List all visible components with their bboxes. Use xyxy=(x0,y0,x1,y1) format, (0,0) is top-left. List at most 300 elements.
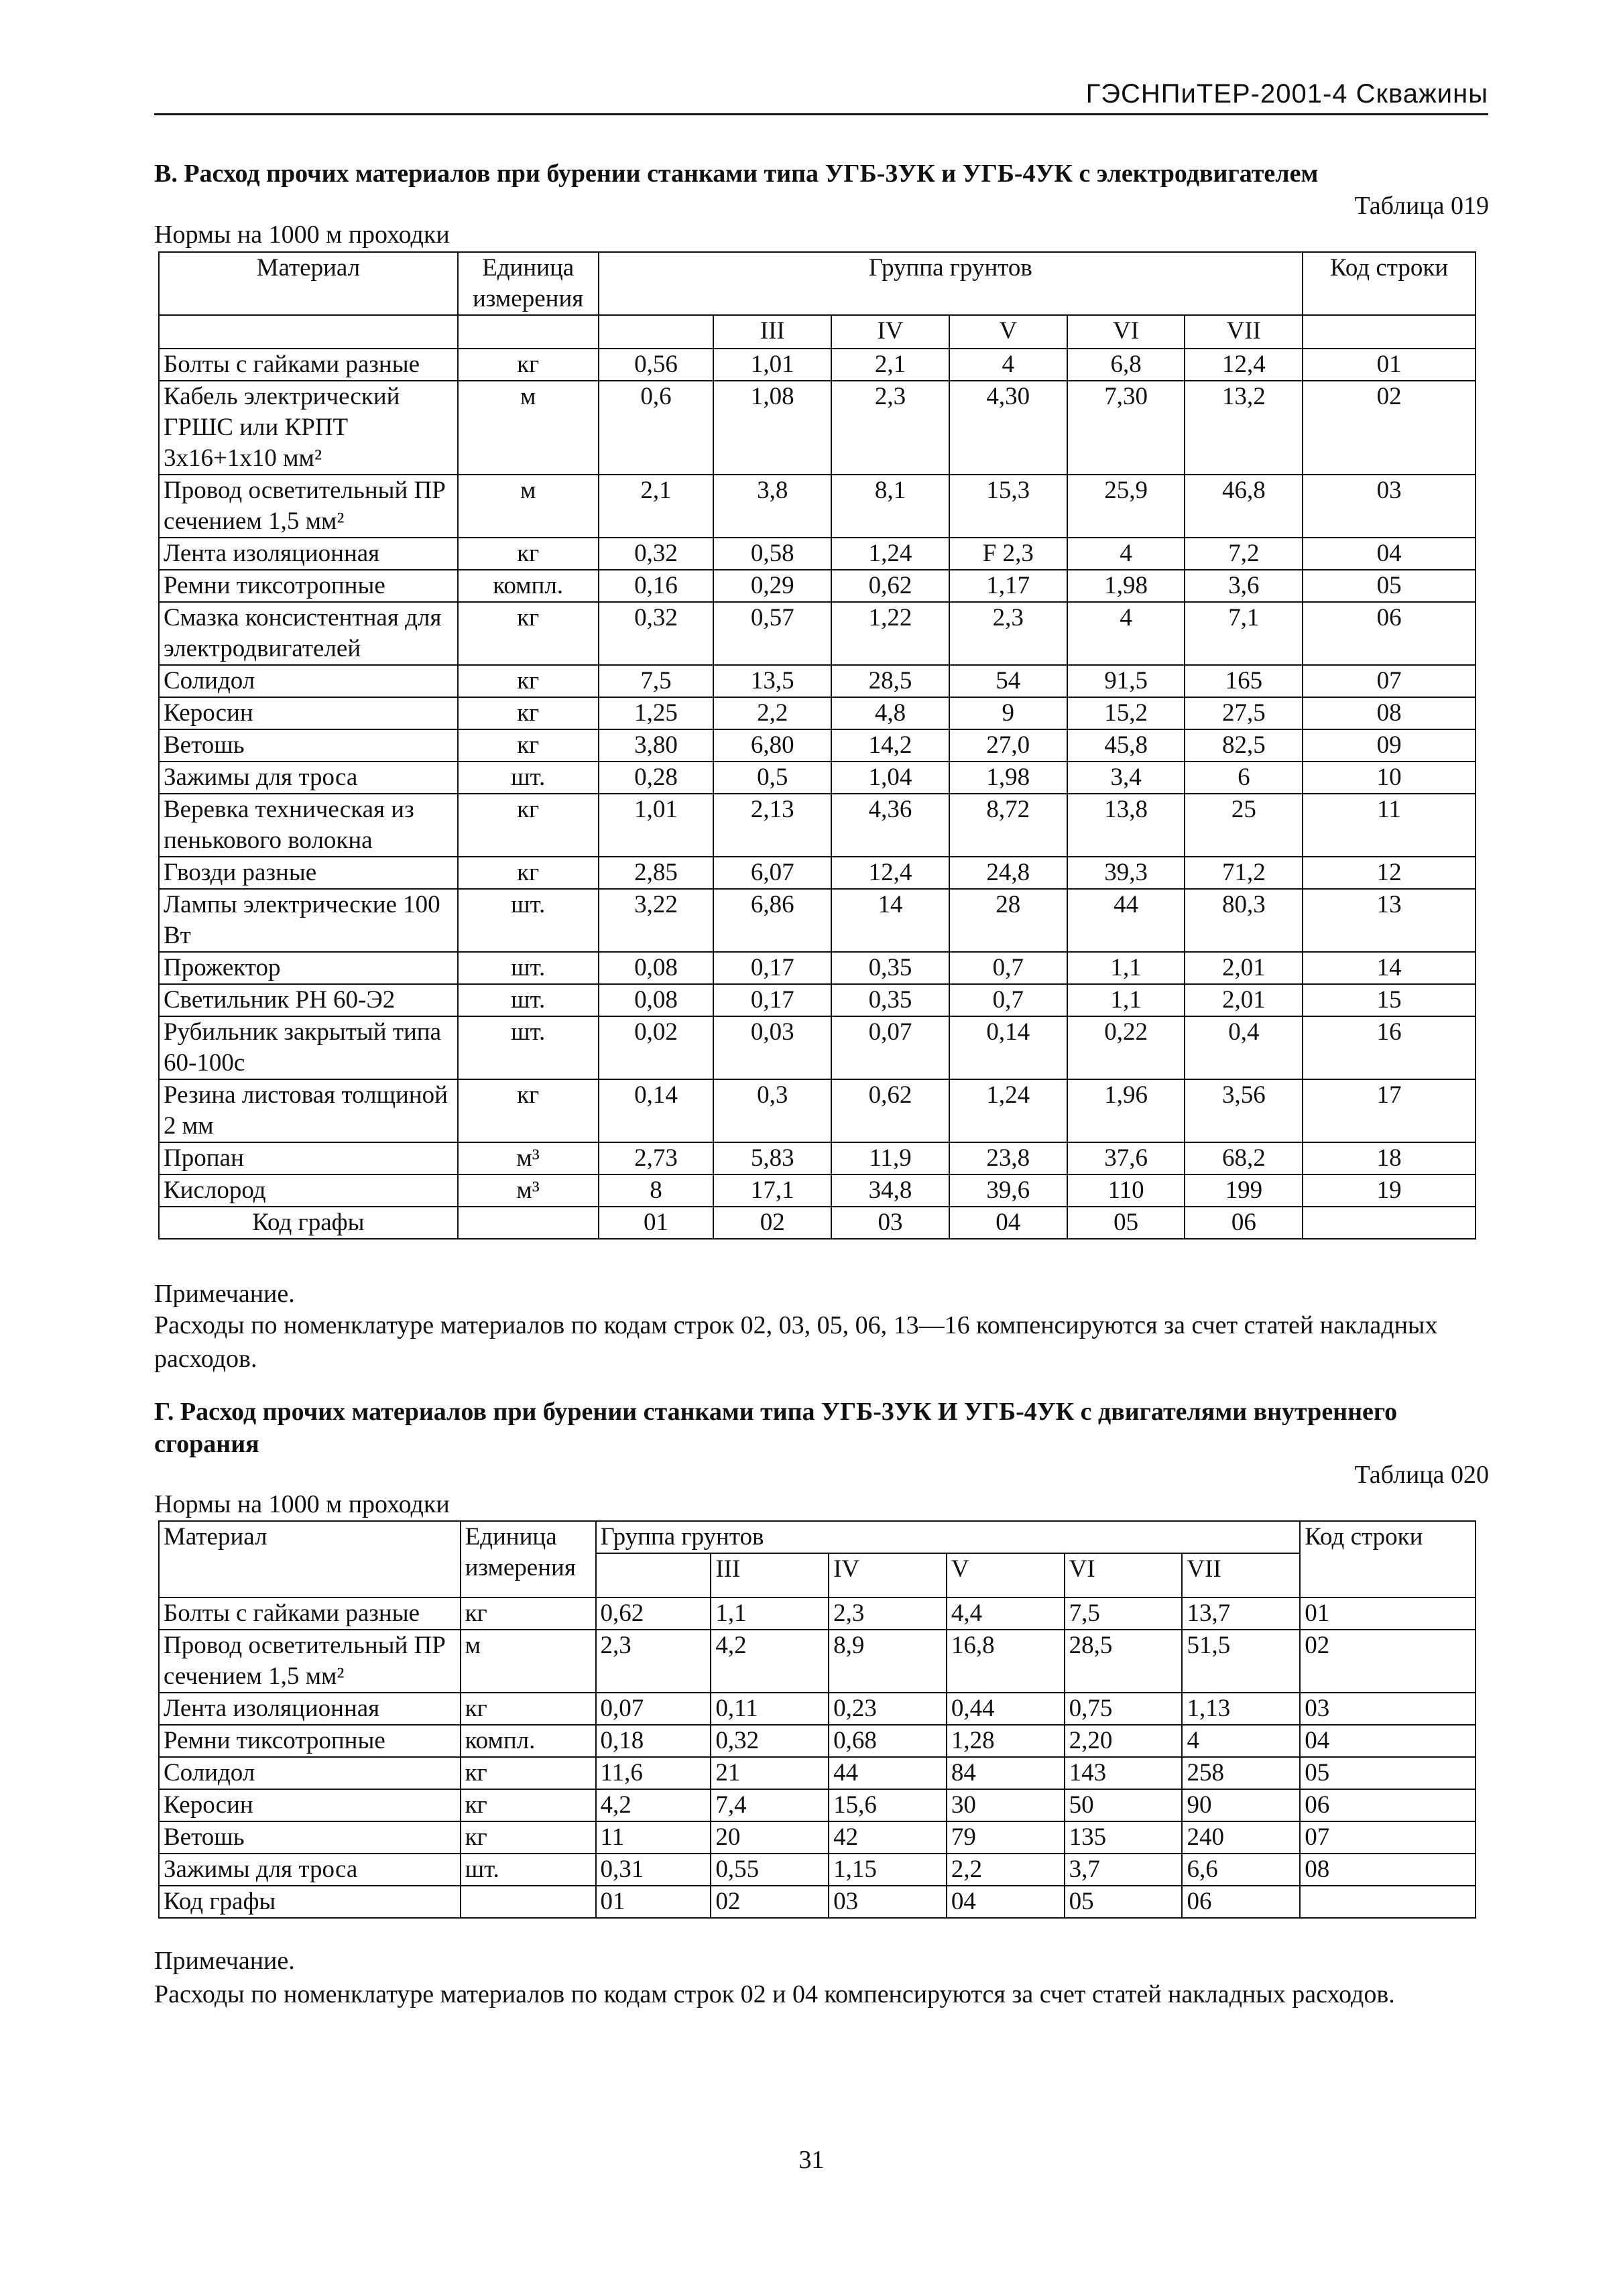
row-code-cell: 08 xyxy=(1300,1854,1476,1886)
unit-cell: компл. xyxy=(461,1725,596,1757)
material-cell: Провод осветительный ПР сечением 1,5 мм² xyxy=(159,1630,461,1693)
value-cell: 6,6 xyxy=(1182,1854,1300,1886)
value-cell: 90 xyxy=(1182,1789,1300,1821)
unit-cell: кг xyxy=(458,602,599,665)
material-cell: Солидол xyxy=(159,665,458,697)
material-cell: Рубильник закрытый типа 60-100с xyxy=(159,1016,458,1079)
value-cell: 1,08 xyxy=(713,381,831,475)
table-row xyxy=(159,697,1476,729)
value-cell: 0,7 xyxy=(949,952,1067,984)
value-cell: 14,2 xyxy=(831,729,949,762)
group-header-cell: III xyxy=(713,315,831,349)
value-cell: 24,8 xyxy=(949,857,1067,889)
group-header-cell: VII xyxy=(1182,1553,1300,1597)
material-cell: Зажимы для троса xyxy=(159,762,458,794)
material-cell: Кабель электрический ГРШС или КРПТ 3х16+1х10 мм² xyxy=(159,381,458,475)
column-code-cell: 05 xyxy=(1067,1207,1185,1239)
row-code-cell: 02 xyxy=(1303,381,1476,475)
value-cell: 258 xyxy=(1182,1757,1300,1789)
value-cell: 0,11 xyxy=(711,1693,829,1725)
value-cell: 6,07 xyxy=(713,857,831,889)
unit-cell: кг xyxy=(458,538,599,570)
footer-label-cell: Код графы xyxy=(159,1886,461,1918)
material-cell: Прожектор xyxy=(159,952,458,984)
value-cell: 0,14 xyxy=(949,1016,1067,1079)
header-group: Группа грунтов xyxy=(596,1521,1301,1553)
unit-cell: кг xyxy=(461,1757,596,1789)
table-row xyxy=(159,984,1476,1016)
footer-empty xyxy=(461,1886,596,1918)
value-cell: 27,5 xyxy=(1185,697,1303,729)
header-unit: Единица измерения xyxy=(458,252,599,315)
unit-cell: м³ xyxy=(458,1174,599,1207)
material-cell: Кислород xyxy=(159,1174,458,1207)
value-cell: 0,32 xyxy=(599,538,714,570)
value-cell: 42 xyxy=(829,1821,947,1854)
value-cell: 0,62 xyxy=(596,1597,711,1630)
value-cell: 2,1 xyxy=(599,475,714,538)
value-cell: 12,4 xyxy=(831,857,949,889)
value-cell: 44 xyxy=(1067,889,1185,952)
value-cell: 2,01 xyxy=(1185,952,1303,984)
table-020 xyxy=(158,1520,1476,1919)
value-cell: 3,7 xyxy=(1065,1854,1183,1886)
material-cell: Провод осветительный ПР сечением 1,5 мм² xyxy=(159,475,458,538)
value-cell: 0,07 xyxy=(596,1693,711,1725)
value-cell: 1,1 xyxy=(711,1597,829,1630)
value-cell: 4 xyxy=(1067,538,1185,570)
value-cell: 13,5 xyxy=(713,665,831,697)
value-cell: 28,5 xyxy=(831,665,949,697)
value-cell: 0,17 xyxy=(713,952,831,984)
value-cell: 3,4 xyxy=(1067,762,1185,794)
unit-cell: шт. xyxy=(458,762,599,794)
value-cell: 0,07 xyxy=(831,1016,949,1079)
row-code-cell: 03 xyxy=(1303,475,1476,538)
table-row xyxy=(159,1725,1476,1757)
unit-cell: м xyxy=(461,1630,596,1693)
material-cell: Ремни тиксотропные xyxy=(159,1725,461,1757)
material-cell: Смазка консистентная для электродвигателей xyxy=(159,602,458,665)
table-019-label: Таблица 019 xyxy=(1354,192,1489,220)
value-cell: 7,4 xyxy=(711,1789,829,1821)
table-row xyxy=(159,570,1476,602)
value-cell: 20 xyxy=(711,1821,829,1854)
value-cell: 1,24 xyxy=(831,538,949,570)
value-cell: 2,20 xyxy=(1065,1725,1183,1757)
group-header-cell: VI xyxy=(1065,1553,1183,1597)
footer-empty xyxy=(1303,1207,1476,1239)
value-cell: 0,22 xyxy=(1067,1016,1185,1079)
value-cell: 2,3 xyxy=(949,602,1067,665)
value-cell: 4,2 xyxy=(711,1630,829,1693)
value-cell: 1,13 xyxy=(1182,1693,1300,1725)
value-cell: 135 xyxy=(1065,1821,1183,1854)
unit-cell: кг xyxy=(458,349,599,381)
column-code-cell: 02 xyxy=(711,1886,829,1918)
value-cell: 0,28 xyxy=(599,762,714,794)
value-cell: 3,80 xyxy=(599,729,714,762)
value-cell: 0,17 xyxy=(713,984,831,1016)
value-cell: 0,32 xyxy=(599,602,714,665)
footer-empty xyxy=(458,1207,599,1239)
value-cell: 37,6 xyxy=(1067,1142,1185,1174)
value-cell: 15,6 xyxy=(829,1789,947,1821)
value-cell: 0,58 xyxy=(713,538,831,570)
value-cell: 80,3 xyxy=(1185,889,1303,952)
value-cell: 0,55 xyxy=(711,1854,829,1886)
unit-cell: м xyxy=(458,475,599,538)
row-code-cell: 04 xyxy=(1300,1725,1476,1757)
row-code-cell: 17 xyxy=(1303,1079,1476,1142)
value-cell: 240 xyxy=(1182,1821,1300,1854)
row-code-cell: 15 xyxy=(1303,984,1476,1016)
header-group: Группа грунтов xyxy=(599,252,1303,315)
row-code-cell: 02 xyxy=(1300,1630,1476,1693)
unit-cell: кг xyxy=(461,1597,596,1630)
value-cell: 110 xyxy=(1067,1174,1185,1207)
table-row xyxy=(159,665,1476,697)
header-code: Код строки xyxy=(1303,252,1476,315)
column-code-cell: 01 xyxy=(596,1886,711,1918)
value-cell: 8,72 xyxy=(949,794,1067,857)
footer-row xyxy=(159,1207,1476,1239)
unit-cell: кг xyxy=(458,1079,599,1142)
value-cell: 39,3 xyxy=(1067,857,1185,889)
value-cell: 4 xyxy=(949,349,1067,381)
table-020-label: Таблица 020 xyxy=(1354,1461,1489,1489)
value-cell: 1,96 xyxy=(1067,1079,1185,1142)
material-cell: Ветошь xyxy=(159,729,458,762)
running-header: ГЭСНПиТЕР-2001-4 Скважины xyxy=(154,79,1488,115)
footer-row xyxy=(159,1886,1476,1918)
value-cell: 1,01 xyxy=(599,794,714,857)
value-cell: 30 xyxy=(947,1789,1065,1821)
value-cell: 0,44 xyxy=(947,1693,1065,1725)
value-cell: 1,28 xyxy=(947,1725,1065,1757)
value-cell: 4 xyxy=(1067,602,1185,665)
value-cell: 82,5 xyxy=(1185,729,1303,762)
value-cell: 1,04 xyxy=(831,762,949,794)
value-cell: 6,80 xyxy=(713,729,831,762)
unit-cell: шт. xyxy=(458,984,599,1016)
value-cell: 0,18 xyxy=(596,1725,711,1757)
group-header-cell: V xyxy=(949,315,1067,349)
value-cell: 0,3 xyxy=(713,1079,831,1142)
section-g-norms: Нормы на 1000 м проходки xyxy=(154,1490,450,1518)
value-cell: 2,13 xyxy=(713,794,831,857)
material-cell: Лента изоляционная xyxy=(159,1693,461,1725)
value-cell: 1,1 xyxy=(1067,952,1185,984)
material-cell: Лампы электрические 100 Вт xyxy=(159,889,458,952)
value-cell: 6,8 xyxy=(1067,349,1185,381)
column-code-cell: 06 xyxy=(1185,1207,1303,1239)
unit-cell: шт. xyxy=(458,889,599,952)
value-cell: 6,86 xyxy=(713,889,831,952)
group-header-cell: VI xyxy=(1067,315,1185,349)
material-cell: Зажимы для троса xyxy=(159,1854,461,1886)
value-cell: 1,15 xyxy=(829,1854,947,1886)
table-row xyxy=(159,1079,1476,1142)
material-cell: Керосин xyxy=(159,1789,461,1821)
header-material: Материал xyxy=(159,252,458,315)
value-cell: 23,8 xyxy=(949,1142,1067,1174)
column-code-cell: 01 xyxy=(599,1207,714,1239)
value-cell: 2,3 xyxy=(831,381,949,475)
table-row xyxy=(159,1789,1476,1821)
value-cell: 0,29 xyxy=(713,570,831,602)
material-cell: Ремни тиксотропные xyxy=(159,570,458,602)
value-cell: 28 xyxy=(949,889,1067,952)
value-cell: 143 xyxy=(1065,1757,1183,1789)
value-cell: 2,2 xyxy=(713,697,831,729)
value-cell: 13,2 xyxy=(1185,381,1303,475)
value-cell: 3,56 xyxy=(1185,1079,1303,1142)
column-code-cell: 02 xyxy=(713,1207,831,1239)
value-cell: 0,03 xyxy=(713,1016,831,1079)
row-code-cell: 08 xyxy=(1303,697,1476,729)
value-cell: 11,6 xyxy=(596,1757,711,1789)
value-cell: 28,5 xyxy=(1065,1630,1183,1693)
row-code-cell: 18 xyxy=(1303,1142,1476,1174)
unit-cell: шт. xyxy=(458,1016,599,1079)
section-g-note-text: Расходы по номенклатуре материалов по кодам строк 02 и 04 компенсируются за счет статей накладных расходов. xyxy=(154,1980,1395,2008)
value-cell: 7,2 xyxy=(1185,538,1303,570)
material-cell: Пропан xyxy=(159,1142,458,1174)
column-code-cell: 04 xyxy=(947,1886,1065,1918)
value-cell: 0,16 xyxy=(599,570,714,602)
table-row xyxy=(159,952,1476,984)
row-code-cell: 09 xyxy=(1303,729,1476,762)
table-row xyxy=(159,794,1476,857)
value-cell: 0,35 xyxy=(831,952,949,984)
row-code-cell: 01 xyxy=(1303,349,1476,381)
row-code-cell: 19 xyxy=(1303,1174,1476,1207)
column-code-cell: 05 xyxy=(1065,1886,1183,1918)
value-cell: 4,8 xyxy=(831,697,949,729)
value-cell: 25 xyxy=(1185,794,1303,857)
value-cell: 51,5 xyxy=(1182,1630,1300,1693)
material-cell: Керосин xyxy=(159,697,458,729)
value-cell: 68,2 xyxy=(1185,1142,1303,1174)
value-cell: 0,62 xyxy=(831,570,949,602)
column-code-cell: 03 xyxy=(831,1207,949,1239)
table-row xyxy=(159,381,1476,475)
value-cell: 0,08 xyxy=(599,952,714,984)
value-cell: 8 xyxy=(599,1174,714,1207)
value-cell: 4,2 xyxy=(596,1789,711,1821)
unit-cell: м³ xyxy=(458,1142,599,1174)
value-cell: 3,6 xyxy=(1185,570,1303,602)
value-cell: 1,25 xyxy=(599,697,714,729)
group-header-cell: V xyxy=(947,1553,1065,1597)
table-row xyxy=(159,475,1476,538)
unit-cell: кг xyxy=(461,1693,596,1725)
row-code-cell: 12 xyxy=(1303,857,1476,889)
value-cell: 79 xyxy=(947,1821,1065,1854)
value-cell: 2,73 xyxy=(599,1142,714,1174)
table-row xyxy=(159,538,1476,570)
group-header-cell: III xyxy=(711,1553,829,1597)
value-cell: 199 xyxy=(1185,1174,1303,1207)
table-row xyxy=(159,729,1476,762)
table-row xyxy=(159,1174,1476,1207)
footer-empty xyxy=(1300,1886,1476,1918)
value-cell: 27,0 xyxy=(949,729,1067,762)
unit-cell: кг xyxy=(458,794,599,857)
material-cell: Гвозди разные xyxy=(159,857,458,889)
row-code-cell: 05 xyxy=(1300,1757,1476,1789)
value-cell: 2,3 xyxy=(596,1630,711,1693)
unit-cell: кг xyxy=(461,1821,596,1854)
value-cell: 0,08 xyxy=(599,984,714,1016)
value-cell: 2,3 xyxy=(829,1597,947,1630)
value-cell: 71,2 xyxy=(1185,857,1303,889)
section-g-note-title: Примечание. xyxy=(154,1947,295,1975)
material-cell: Лента изоляционная xyxy=(159,538,458,570)
value-cell: 13,7 xyxy=(1182,1597,1300,1630)
value-cell: 44 xyxy=(829,1757,947,1789)
value-cell: 5,83 xyxy=(713,1142,831,1174)
value-cell: 2,01 xyxy=(1185,984,1303,1016)
value-cell: 8,1 xyxy=(831,475,949,538)
value-cell: 0,57 xyxy=(713,602,831,665)
value-cell: 25,9 xyxy=(1067,475,1185,538)
value-cell: 3,22 xyxy=(599,889,714,952)
table-row xyxy=(159,1016,1476,1079)
group-header-cell: IV xyxy=(829,1553,947,1597)
unit-cell: кг xyxy=(458,697,599,729)
table-row xyxy=(159,1693,1476,1725)
value-cell: 0,56 xyxy=(599,349,714,381)
value-cell: 34,8 xyxy=(831,1174,949,1207)
row-code-cell: 01 xyxy=(1300,1597,1476,1630)
subhead-empty xyxy=(1303,315,1476,349)
table-row xyxy=(159,1821,1476,1854)
section-v-note-text: Расходы по номенклатуре материалов по кодам строк 02, 03, 05, 06, 13—16 компенсируются за счет статей накладных расходов. xyxy=(154,1311,1438,1373)
value-cell: 12,4 xyxy=(1185,349,1303,381)
material-cell: Резина листовая толщиной 2 мм xyxy=(159,1079,458,1142)
unit-cell: шт. xyxy=(458,952,599,984)
value-cell: 1,1 xyxy=(1067,984,1185,1016)
value-cell: 0,31 xyxy=(596,1854,711,1886)
table-row xyxy=(159,889,1476,952)
value-cell: 11 xyxy=(596,1821,711,1854)
header-material: Материал xyxy=(159,1521,461,1597)
row-code-cell: 04 xyxy=(1303,538,1476,570)
value-cell: 0,02 xyxy=(599,1016,714,1079)
header-unit: Единица измерения xyxy=(461,1521,596,1597)
table-row xyxy=(159,857,1476,889)
value-cell: 1,98 xyxy=(949,762,1067,794)
row-code-cell: 06 xyxy=(1300,1789,1476,1821)
row-code-cell: 07 xyxy=(1300,1821,1476,1854)
value-cell: 21 xyxy=(711,1757,829,1789)
value-cell: 7,5 xyxy=(1065,1597,1183,1630)
unit-cell: кг xyxy=(461,1789,596,1821)
section-v-norms: Нормы на 1000 м проходки xyxy=(154,221,450,249)
table-row xyxy=(159,762,1476,794)
value-cell: 1,22 xyxy=(831,602,949,665)
table-row xyxy=(159,602,1476,665)
column-code-cell: 06 xyxy=(1182,1886,1300,1918)
value-cell: 84 xyxy=(947,1757,1065,1789)
row-code-cell: 07 xyxy=(1303,665,1476,697)
unit-cell: кг xyxy=(458,729,599,762)
value-cell: 13,8 xyxy=(1067,794,1185,857)
value-cell: 1,24 xyxy=(949,1079,1067,1142)
value-cell: 9 xyxy=(949,697,1067,729)
value-cell: 0,7 xyxy=(949,984,1067,1016)
row-code-cell: 13 xyxy=(1303,889,1476,952)
value-cell: 4,30 xyxy=(949,381,1067,475)
section-g-title: Г. Расход прочих материалов при бурении станками типа УГБ-3УК И УГБ-4УК с двигателями внутреннего сгорания xyxy=(154,1398,1398,1458)
table-row xyxy=(159,1142,1476,1174)
value-cell: 11,9 xyxy=(831,1142,949,1174)
group-header-cell xyxy=(599,315,714,349)
value-cell: F 2,3 xyxy=(949,538,1067,570)
value-cell: 0,6 xyxy=(599,381,714,475)
value-cell: 165 xyxy=(1185,665,1303,697)
material-cell: Ветошь xyxy=(159,1821,461,1854)
footer-label-cell: Код графы xyxy=(159,1207,458,1239)
material-cell: Болты с гайками разные xyxy=(159,349,458,381)
value-cell: 0,75 xyxy=(1065,1693,1183,1725)
row-code-cell: 16 xyxy=(1303,1016,1476,1079)
value-cell: 7,1 xyxy=(1185,602,1303,665)
value-cell: 7,5 xyxy=(599,665,714,697)
table-row xyxy=(159,1597,1476,1630)
row-code-cell: 03 xyxy=(1300,1693,1476,1725)
value-cell: 4,4 xyxy=(947,1597,1065,1630)
unit-cell: м xyxy=(458,381,599,475)
value-cell: 39,6 xyxy=(949,1174,1067,1207)
subhead-empty xyxy=(159,315,458,349)
value-cell: 0,14 xyxy=(599,1079,714,1142)
row-code-cell: 11 xyxy=(1303,794,1476,857)
value-cell: 1,17 xyxy=(949,570,1067,602)
group-header-cell: IV xyxy=(831,315,949,349)
table-row xyxy=(159,1630,1476,1693)
table-row xyxy=(159,349,1476,381)
value-cell: 2,85 xyxy=(599,857,714,889)
value-cell: 50 xyxy=(1065,1789,1183,1821)
value-cell: 4 xyxy=(1182,1725,1300,1757)
value-cell: 1,98 xyxy=(1067,570,1185,602)
material-cell: Веревка техническая из пенькового волокна xyxy=(159,794,458,857)
value-cell: 0,68 xyxy=(829,1725,947,1757)
value-cell: 4,36 xyxy=(831,794,949,857)
unit-cell: шт. xyxy=(461,1854,596,1886)
group-header-cell: VII xyxy=(1185,315,1303,349)
value-cell: 45,8 xyxy=(1067,729,1185,762)
row-code-cell: 14 xyxy=(1303,952,1476,984)
value-cell: 2,2 xyxy=(947,1854,1065,1886)
section-v-title: В. Расход прочих материалов при бурении станками типа УГБ-3УК и УГБ-4УК с электродвигателем xyxy=(154,160,1319,188)
value-cell: 7,30 xyxy=(1067,381,1185,475)
group-header-cell xyxy=(596,1553,711,1597)
value-cell: 0,5 xyxy=(713,762,831,794)
table-row xyxy=(159,1757,1476,1789)
material-cell: Солидол xyxy=(159,1757,461,1789)
unit-cell: кг xyxy=(458,857,599,889)
row-code-cell: 06 xyxy=(1303,602,1476,665)
table-019 xyxy=(158,251,1476,1240)
value-cell: 15,3 xyxy=(949,475,1067,538)
value-cell: 17,1 xyxy=(713,1174,831,1207)
row-code-cell: 10 xyxy=(1303,762,1476,794)
unit-cell: кг xyxy=(458,665,599,697)
